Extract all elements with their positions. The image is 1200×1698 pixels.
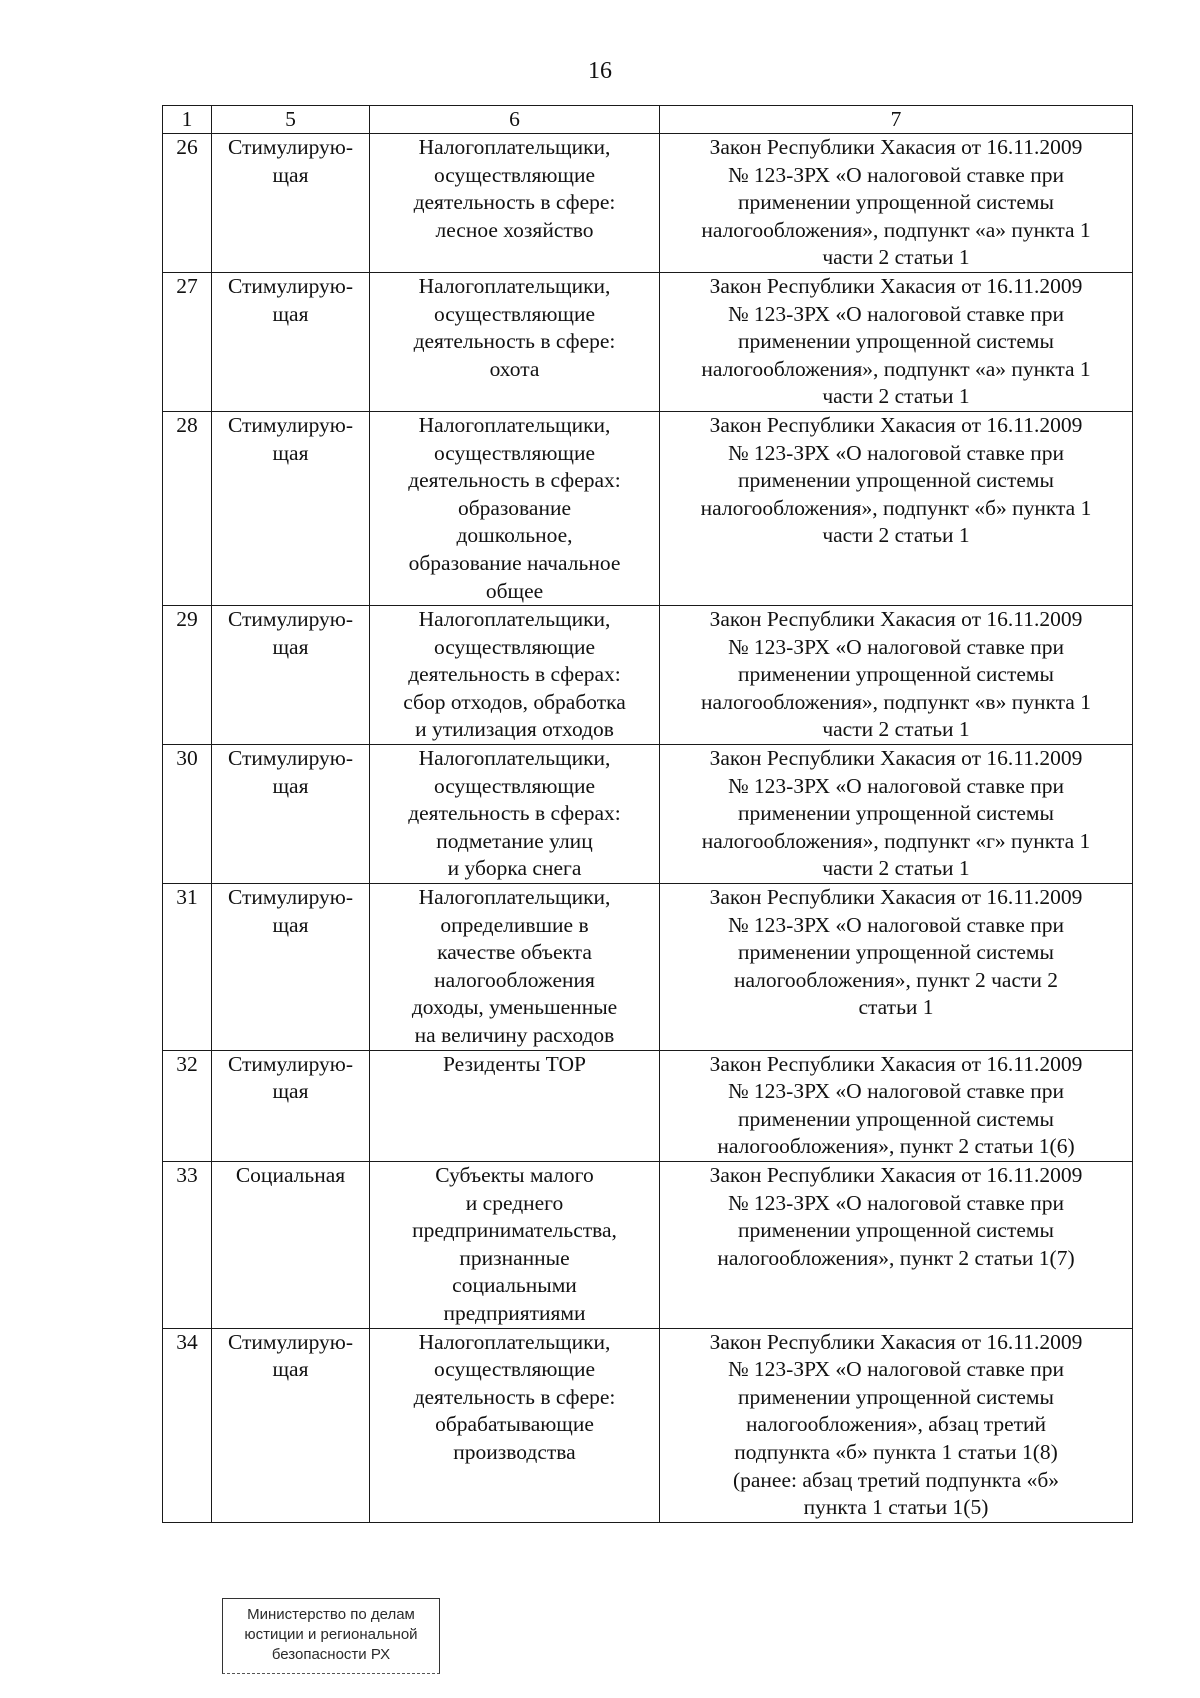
column-header-7: 7 — [660, 106, 1133, 134]
table-row — [163, 1161, 1133, 1328]
benefit-type-cell — [212, 134, 370, 273]
benefit-type-cell — [212, 884, 370, 1051]
column-header-6: 6 — [370, 106, 660, 134]
row-number-cell — [163, 1328, 212, 1522]
row-number-cell — [163, 134, 212, 273]
taxpayer-category-text: Налогоплательщики, осуществляющие деятельность в сфере: лесное хозяйство — [413, 135, 616, 242]
benefit-type-cell — [212, 606, 370, 745]
benefit-type-text: Стимулирую- щая — [227, 273, 354, 326]
row-number-cell — [163, 272, 212, 411]
legal-basis-text: Закон Республики Хакасия от 16.11.2009 № 123-ЗРХ «О налоговой ставке при применении упрощенной системы налогообложения», подпункт «г» пункта 1 части 2 статьи 1 — [701, 746, 1091, 881]
table-row — [163, 606, 1133, 745]
taxpayer-category-cell — [370, 1328, 660, 1522]
legal-basis-text: Закон Республики Хакасия от 16.11.2009 № 123-ЗРХ «О налоговой ставке при применении упрощенной системы налогообложения», подпункт «б» пункта 1 части 2 статьи 1 — [700, 412, 1092, 548]
table-row — [163, 884, 1133, 1051]
benefit-type-cell — [212, 1328, 370, 1522]
benefit-type-text: Стимулирую- щая — [227, 1329, 354, 1382]
table-row — [163, 1328, 1133, 1522]
taxpayer-category-cell — [370, 1161, 660, 1328]
row-number-text: 30 — [176, 746, 198, 771]
taxpayer-category-cell — [370, 1050, 660, 1161]
table-header — [163, 106, 1133, 134]
row-number-text: 29 — [176, 607, 198, 632]
column-header-5: 5 — [212, 106, 370, 134]
legal-basis-cell — [660, 606, 1133, 745]
legal-basis-cell — [660, 884, 1133, 1051]
table-body — [163, 134, 1133, 1523]
page-number: 16 — [588, 58, 612, 84]
legal-basis-text: Закон Республики Хакасия от 16.11.2009 № 123-ЗРХ «О налоговой ставке при применении упрощенной системы налогообложения», подпункт «а» пункта 1 части 2 статьи 1 — [701, 135, 1091, 270]
legal-basis-text: Закон Республики Хакасия от 16.11.2009 № 123-ЗРХ «О налоговой ставке при применении упрощенной системы налогообложения», пункт 2 статьи 1(7) — [709, 1162, 1083, 1270]
taxpayer-category-text: Резиденты ТОР — [442, 1051, 586, 1076]
taxpayer-category-cell — [370, 134, 660, 273]
benefit-type-cell — [212, 1161, 370, 1328]
benefit-type-cell — [212, 272, 370, 411]
legal-basis-cell — [660, 745, 1133, 884]
row-number-cell — [163, 745, 212, 884]
row-number-cell — [163, 884, 212, 1051]
table-row — [163, 1050, 1133, 1161]
legal-basis-text: Закон Республики Хакасия от 16.11.2009 № 123-ЗРХ «О налоговой ставке при применении упрощенной системы налогообложения», пункт 2 статьи 1(6) — [709, 1051, 1083, 1159]
row-number-text: 33 — [176, 1162, 198, 1187]
row-number-text: 34 — [176, 1329, 198, 1354]
taxpayer-category-cell — [370, 272, 660, 411]
row-number-text: 27 — [176, 273, 198, 298]
registration-stamp: Министерство по делам юстиции и региональной безопасности РХ — [222, 1598, 440, 1674]
taxpayer-category-text: Субъекты малого и среднего предпринимательства, признанные социальными предприятиями — [412, 1162, 617, 1325]
row-number-cell — [163, 606, 212, 745]
taxpayer-category-text: Налогоплательщики, определившие в качестве объекта налогообложения доходы, уменьшенные на величину расходов — [411, 885, 618, 1047]
legal-basis-cell — [660, 1328, 1133, 1522]
tax-benefits-table — [162, 105, 1133, 1523]
table-row — [163, 745, 1133, 884]
taxpayer-category-cell — [370, 411, 660, 605]
legal-basis-text: Закон Республики Хакасия от 16.11.2009 № 123-ЗРХ «О налоговой ставке при применении упрощенной системы налогообложения», пункт 2 части 2 статьи 1 — [709, 885, 1083, 1020]
benefit-type-cell — [212, 411, 370, 605]
taxpayer-category-text: Налогоплательщики, осуществляющие деятельность в сфере: охота — [413, 273, 616, 381]
taxpayer-category-cell — [370, 606, 660, 745]
row-number-cell — [163, 411, 212, 605]
legal-basis-cell — [660, 411, 1133, 605]
legal-basis-text: Закон Республики Хакасия от 16.11.2009 № 123-ЗРХ «О налоговой ставке при применении упрощенной системы налогообложения», подпункт «а» пункта 1 части 2 статьи 1 — [701, 273, 1091, 409]
header-row — [163, 106, 1133, 134]
row-number-text: 28 — [176, 412, 198, 437]
benefit-type-text: Стимулирую- щая — [227, 412, 354, 465]
taxpayer-category-text: Налогоплательщики, осуществляющие деятельность в сферах: сбор отходов, обработка и утилизация отходов — [403, 607, 626, 742]
benefit-type-text: Стимулирую- щая — [227, 746, 354, 798]
table-row — [163, 411, 1133, 605]
benefit-type-text: Стимулирую- щая — [227, 1051, 354, 1104]
row-number-text: 26 — [176, 135, 198, 159]
taxpayer-category-text: Налогоплательщики, осуществляющие деятельность в сферах: образование дошкольное, образование начальное общее — [408, 412, 621, 603]
legal-basis-cell — [660, 272, 1133, 411]
column-header-1: 1 — [163, 106, 212, 134]
legal-basis-cell — [660, 1050, 1133, 1161]
benefit-type-text: Стимулирую- щая — [227, 135, 354, 187]
row-number-cell — [163, 1161, 212, 1328]
taxpayer-category-cell — [370, 884, 660, 1051]
legal-basis-text: Закон Республики Хакасия от 16.11.2009 № 123-ЗРХ «О налоговой ставке при применении упрощенной системы налогообложения», абзац третий подпункта «б» пункта 1 статьи 1(8) (ранее: абзац третий подпункта «б» пункта 1 статьи 1(5) — [709, 1329, 1083, 1520]
taxpayer-category-text: Налогоплательщики, осуществляющие деятельность в сферах: подметание улиц и уборка снега — [408, 746, 621, 881]
benefit-type-text: Стимулирую- щая — [227, 607, 354, 659]
legal-basis-text: Закон Республики Хакасия от 16.11.2009 № 123-ЗРХ «О налоговой ставке при применении упрощенной системы налогообложения», подпункт «в» пункта 1 части 2 статьи 1 — [701, 607, 1091, 742]
row-number-cell — [163, 1050, 212, 1161]
taxpayer-category-cell — [370, 745, 660, 884]
table-row — [163, 272, 1133, 411]
taxpayer-category-text: Налогоплательщики, осуществляющие деятельность в сфере: обрабатывающие производства — [413, 1329, 616, 1464]
benefit-type-text: Социальная — [235, 1162, 346, 1187]
benefit-type-text: Стимулирую- щая — [227, 885, 354, 937]
benefit-type-cell — [212, 745, 370, 884]
benefit-type-cell — [212, 1050, 370, 1161]
row-number-text: 31 — [176, 885, 198, 910]
legal-basis-cell — [660, 134, 1133, 273]
row-number-text: 32 — [176, 1051, 198, 1076]
table-row — [163, 134, 1133, 273]
legal-basis-cell — [660, 1161, 1133, 1328]
